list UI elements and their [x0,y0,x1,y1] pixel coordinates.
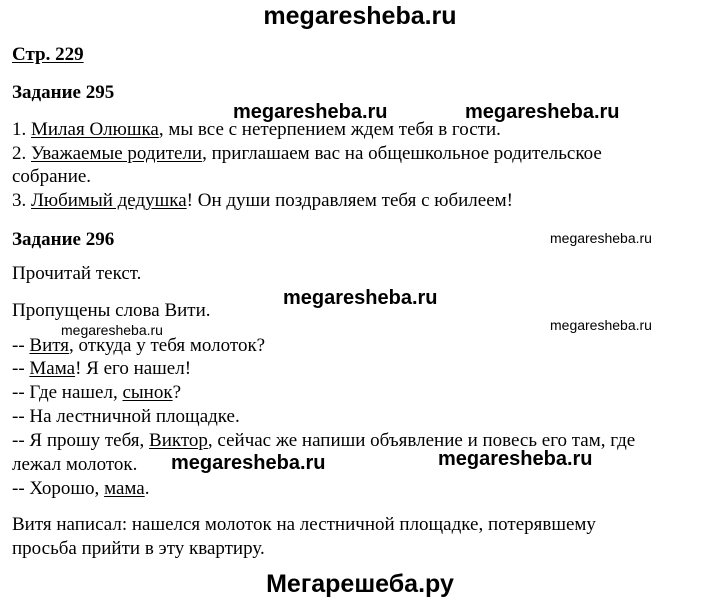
watermark: megaresheba.ru [550,317,652,333]
line-text: ! Он души поздравляем тебя с юбилеем! [186,190,513,211]
dialogue-line [12,406,240,428]
watermark: megaresheba.ru [233,101,388,123]
page-label: Стр. 229 [12,44,84,65]
task-295-title: Задание 295 [12,82,115,103]
dialogue-line-cont [12,454,137,476]
line-number: 3. [12,190,31,211]
watermark: megaresheba.ru [61,322,163,338]
addressee: мама [104,478,145,499]
watermark: megaresheba.ru [283,287,438,309]
line-number: 2. [12,143,31,164]
site-footer: Мегарешеба.ру [266,570,454,598]
addressee: Виктор [149,430,208,451]
dialogue-text: . [144,478,150,499]
conclusion-line-2: просьба прийти в эту квартиру. [12,538,265,559]
task-295-line-2 [12,143,602,165]
dialogue-prefix: лежал молоток. [12,454,138,475]
dialogue-prefix: -- [12,358,30,379]
watermark: megaresheba.ru [171,452,326,474]
dialogue-text: ? [172,382,182,403]
dialogue-text: ! Я его нашел! [75,358,192,379]
dialogue-text: , откуда у тебя молоток? [69,335,266,356]
dialogue-line [12,358,191,380]
dialogue-line [12,382,181,404]
task-296-title: Задание 296 [12,229,115,250]
watermark: megaresheba.ru [550,230,652,246]
addressee: Витя [29,335,70,356]
site-header: megaresheba.ru [263,2,457,30]
dialogue-text: , сейчас же напиши объявление и повесь его там, где [207,430,636,451]
task-295-line-3 [12,190,513,212]
task-295-line-2-cont: собрание. [12,166,92,187]
dialogue-prefix: -- [12,335,30,356]
line-number: 1. [12,119,31,140]
dialogue-prefix: -- На лестничной площадке. [12,406,240,427]
dialogue-prefix: -- Хорошо, [12,478,105,499]
line-text: , мы все с нетерпением ждем тебя в гости. [158,119,501,140]
dialogue-prefix: -- Где нашел, [12,382,123,403]
dialogue-line [12,478,149,500]
task-296-intro-2: Пропущены слова Вити. [12,300,211,321]
watermark: megaresheba.ru [438,448,593,470]
conclusion-line-1: Витя написал: нашелся молоток на лестничной площадке, потерявшему [12,514,596,535]
task-296-intro-1: Прочитай текст. [12,263,142,284]
addressee: сынок [122,382,173,403]
line-text: , приглашаем вас на общешкольное родительское [202,143,602,164]
dialogue-prefix: -- Я прошу тебя, [12,430,150,451]
addressee: Милая Олюшка [31,119,159,140]
addressee: Мама [29,358,76,379]
watermark: megaresheba.ru [465,101,620,123]
dialogue-line [12,335,265,357]
addressee: Уважаемые родители [31,143,203,164]
addressee: Любимый дедушка [31,190,187,211]
